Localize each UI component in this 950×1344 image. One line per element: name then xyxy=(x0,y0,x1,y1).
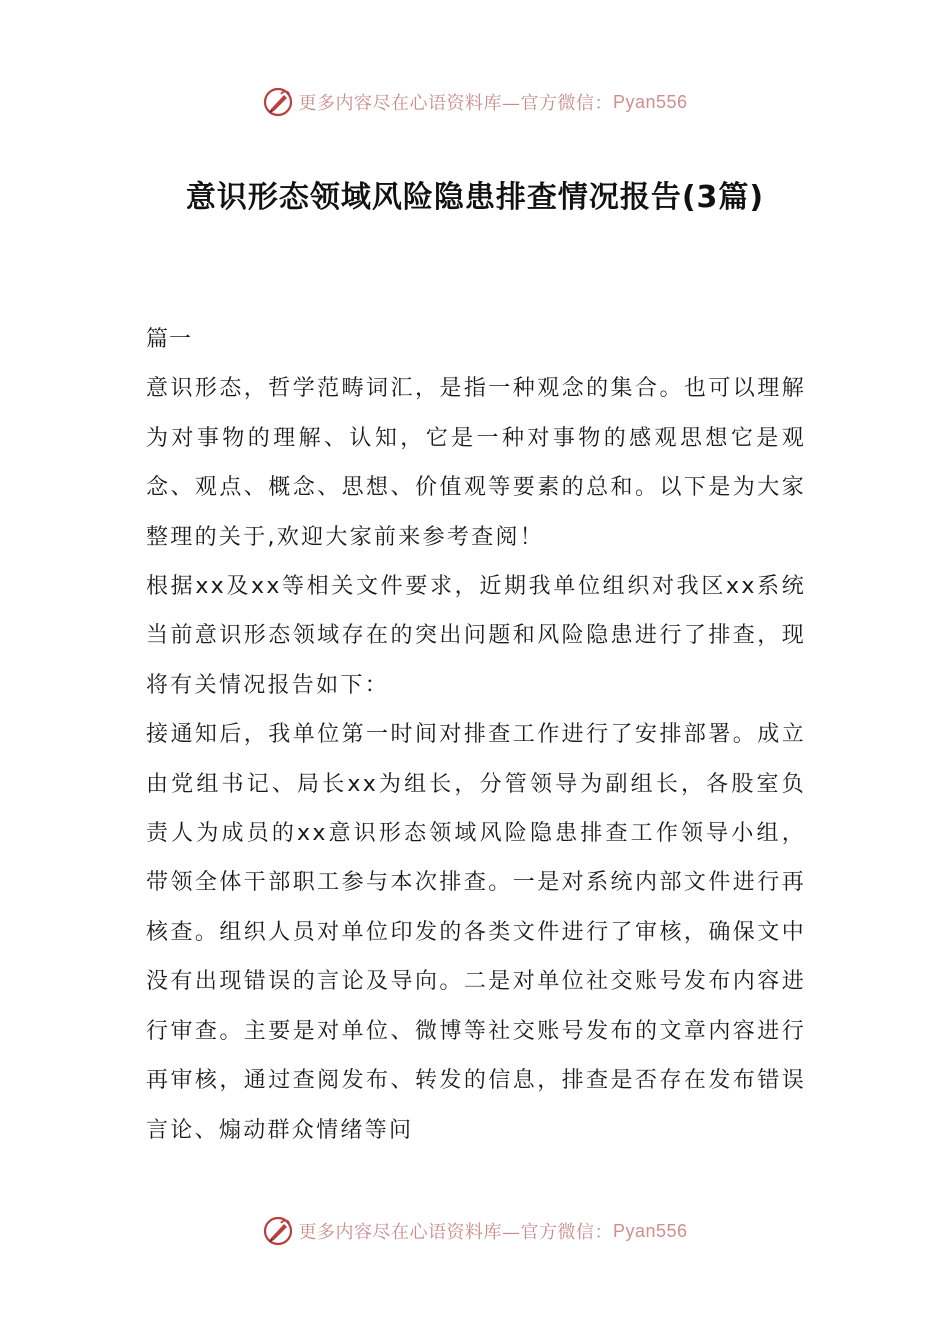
pen-logo-icon xyxy=(262,1215,294,1247)
watermark-wechat-id: Pyan556 xyxy=(612,1220,688,1241)
document-title: 意识形态领域风险隐患排查情况报告(3篇) xyxy=(185,180,765,215)
paragraph-basis: 根据xx及xx等相关文件要求，近期我单位组织对我区xx系统当前意识形态领域存在的突出问题和风险隐患进行了排查，现将有关情况报告如下： xyxy=(146,574,806,698)
document-body xyxy=(146,315,806,1155)
paragraph-intro: 意识形态，哲学范畴词汇，是指一种观念的集合。也可以理解为对事物的理解、认知，它是一种对事物的感观思想它是观念、观点、概念、思想、价值观等要素的总和。以下是为大家整理的关于,欢迎大家前来参考查阅！ xyxy=(146,376,806,550)
watermark-text: 更多内容尽在心语资料库—官方微信： xyxy=(298,93,613,114)
header-watermark xyxy=(0,82,950,122)
watermark-wechat-id: Pyan556 xyxy=(612,91,688,112)
paragraph-measures: 接通知后，我单位第一时间对排查工作进行了安排部署。成立由党组书记、局长xx为组长，分管领导为副组长，各股室负责人为成员的xx意识形态领域风险隐患排查工作领导小组，带领全体干部职工参与本次排查。一是对系统内部文件进行再核查。组织人员对单位印发的各类文件进行了审核，确保文中没有出现错误的言论及导向。二是对单位社交账号发布内容进行审查。主要是对单位、微博等社交账号发布的文章内容进行再审核，通过查阅发布、转发的信息，排查是否存在发布错误言论、煽动群众情绪等问 xyxy=(146,722,806,1143)
watermark-text: 更多内容尽在心语资料库—官方微信： xyxy=(298,1222,613,1243)
pen-logo-icon xyxy=(262,86,294,118)
footer-watermark xyxy=(0,1211,950,1251)
section-label: 篇一 xyxy=(146,327,193,352)
